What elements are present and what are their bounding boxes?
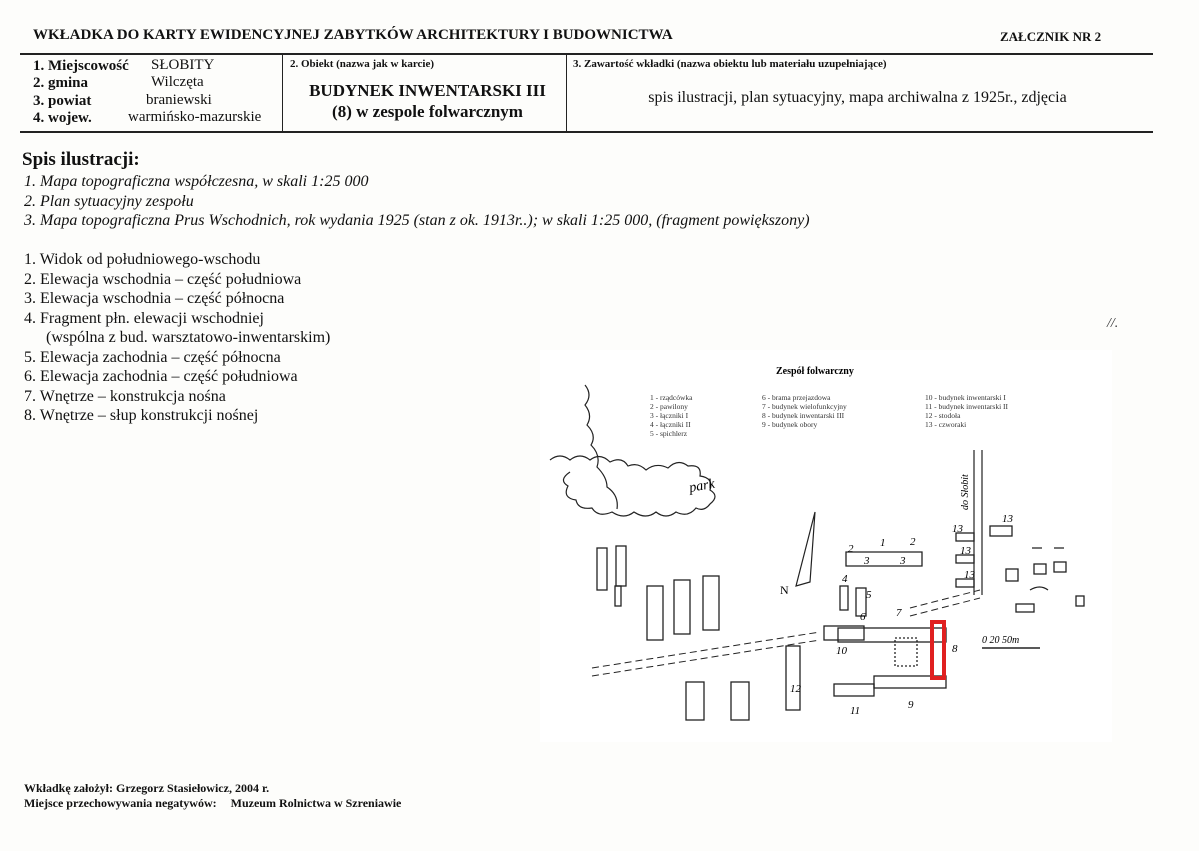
illustrations-heading: Spis ilustracji: xyxy=(22,149,140,170)
legend-item: 13 - czworaki xyxy=(925,420,967,429)
photo-item: 6. Elewacja zachodnia – część południowa xyxy=(24,368,298,385)
pencil-note: //. xyxy=(1107,316,1119,331)
photo-item: 5. Elewacja zachodnia – część północna xyxy=(24,349,281,366)
building-number: 11 xyxy=(850,705,861,717)
building-number: 2 xyxy=(848,543,854,555)
legend-item: 7 - budynek wielofunkcyjny xyxy=(762,402,847,411)
legend-item: 6 - brama przejazdowa xyxy=(762,393,831,402)
legend-item: 8 - budynek inwentarski III xyxy=(762,411,845,420)
legend-item: 3 - łączniki I xyxy=(650,411,689,420)
document-title: WKŁADKA DO KARTY EWIDENCYJNEJ ZABYTKÓW ARCHITEKTURY I BUDOWNICTWA xyxy=(33,27,673,43)
legend-item: 9 - budynek obory xyxy=(762,420,818,429)
wojew-label: 4. wojew. xyxy=(33,110,92,126)
site-plan xyxy=(540,350,1112,742)
powiat-label: 3. powiat xyxy=(33,93,92,109)
photo-item: 7. Wnętrze – konstrukcja nośna xyxy=(24,388,226,405)
wojew-value: warmińsko-mazurskie xyxy=(128,109,262,125)
building-number: 13 xyxy=(952,523,963,535)
building-number: 2 xyxy=(910,536,916,548)
contents-value: spis ilustracji, plan sytuacyjny, mapa archiwalna z 1925r., zdjęcia xyxy=(648,89,1067,106)
legend-item: 4 - łączniki II xyxy=(650,420,691,429)
negatives-location xyxy=(24,796,401,811)
object-name-line2: (8) w zespole folwarcznym xyxy=(332,102,523,121)
building-number: 10 xyxy=(836,645,847,657)
gmina-label: 2. gmina xyxy=(33,75,89,91)
legend-item: 5 - spichlerz xyxy=(650,429,688,438)
founded-by: Wkładkę założył: Grzegorz Stasiełowicz, 2004 r. xyxy=(24,781,270,795)
building-number: 5 xyxy=(866,589,872,601)
legend-item: 2 - pawilony xyxy=(650,402,688,411)
legend-item: 12 - stodoła xyxy=(925,411,961,420)
gmina-value: Wilczęta xyxy=(151,74,204,90)
building-number: 3 xyxy=(900,555,906,567)
photo-item: (wspólna z bud. warsztatowo-inwentarskim) xyxy=(46,329,331,346)
building-number: 3 xyxy=(864,555,870,567)
building-number: 13 xyxy=(960,545,971,557)
illustration-item: 1. Mapa topograficzna współczesna, w skali 1:25 000 xyxy=(24,173,369,190)
photo-item: 1. Widok od południowego-wschodu xyxy=(24,251,261,268)
north-label: N xyxy=(780,583,789,597)
building-number: 12 xyxy=(790,683,801,695)
photo-item: 3. Elewacja wschodnia – część północna xyxy=(24,290,285,307)
annex-number: ZAŁCZNIK NR 2 xyxy=(1000,29,1102,44)
powiat-value: braniewski xyxy=(146,92,212,108)
object-name-line1: BUDYNEK INWENTARSKI III xyxy=(309,81,546,100)
building-number: 13 xyxy=(964,569,975,581)
building-number: 9 xyxy=(908,699,914,711)
building-number: 7 xyxy=(896,607,902,619)
object-name xyxy=(295,80,560,122)
building-number: 6 xyxy=(860,611,866,623)
building-number: 4 xyxy=(842,573,848,585)
building-number: 13 xyxy=(1002,513,1013,525)
plan-title: Zespół folwarczny xyxy=(776,366,854,377)
illustration-item: 3. Mapa topograficzna Prus Wschodnich, rok wydania 1925 (stan z ok. 1913r..); w skali 1:25 000, (fragment powiększony) xyxy=(24,212,810,229)
photo-item: 4. Fragment płn. elewacji wschodniej xyxy=(24,310,264,327)
object-heading: 2. Obiekt (nazwa jak w karcie) xyxy=(290,58,435,70)
location-value: SŁOBITY xyxy=(151,57,215,73)
legend-item: 1 - rządcówka xyxy=(650,393,693,402)
negatives-value: Muzeum Rolnictwa w Szreniawie xyxy=(230,796,402,810)
legend-item: 10 - budynek inwentarski I xyxy=(925,393,1006,402)
negatives-label: Miejsce przechowywania negatywów: xyxy=(24,796,217,810)
illustration-item: 2. Plan sytuacyjny zespołu xyxy=(24,193,194,210)
legend-item: 11 - budynek inwentarski II xyxy=(925,402,1009,411)
road-label: do Słobit xyxy=(960,474,971,510)
photo-item: 8. Wnętrze – słup konstrukcji nośnej xyxy=(24,407,259,424)
building-number: 8 xyxy=(952,643,958,655)
photo-item: 2. Elewacja wschodnia – część południowa xyxy=(24,271,302,288)
scale-label: 0 20 50m xyxy=(982,635,1020,646)
building-number: 1 xyxy=(880,537,886,549)
park-label: park xyxy=(688,476,716,496)
location-label: 1. Miejscowość xyxy=(33,58,129,74)
contents-heading: 3. Zawartość wkładki (nazwa obiektu lub materiału uzupełniające) xyxy=(573,58,887,70)
